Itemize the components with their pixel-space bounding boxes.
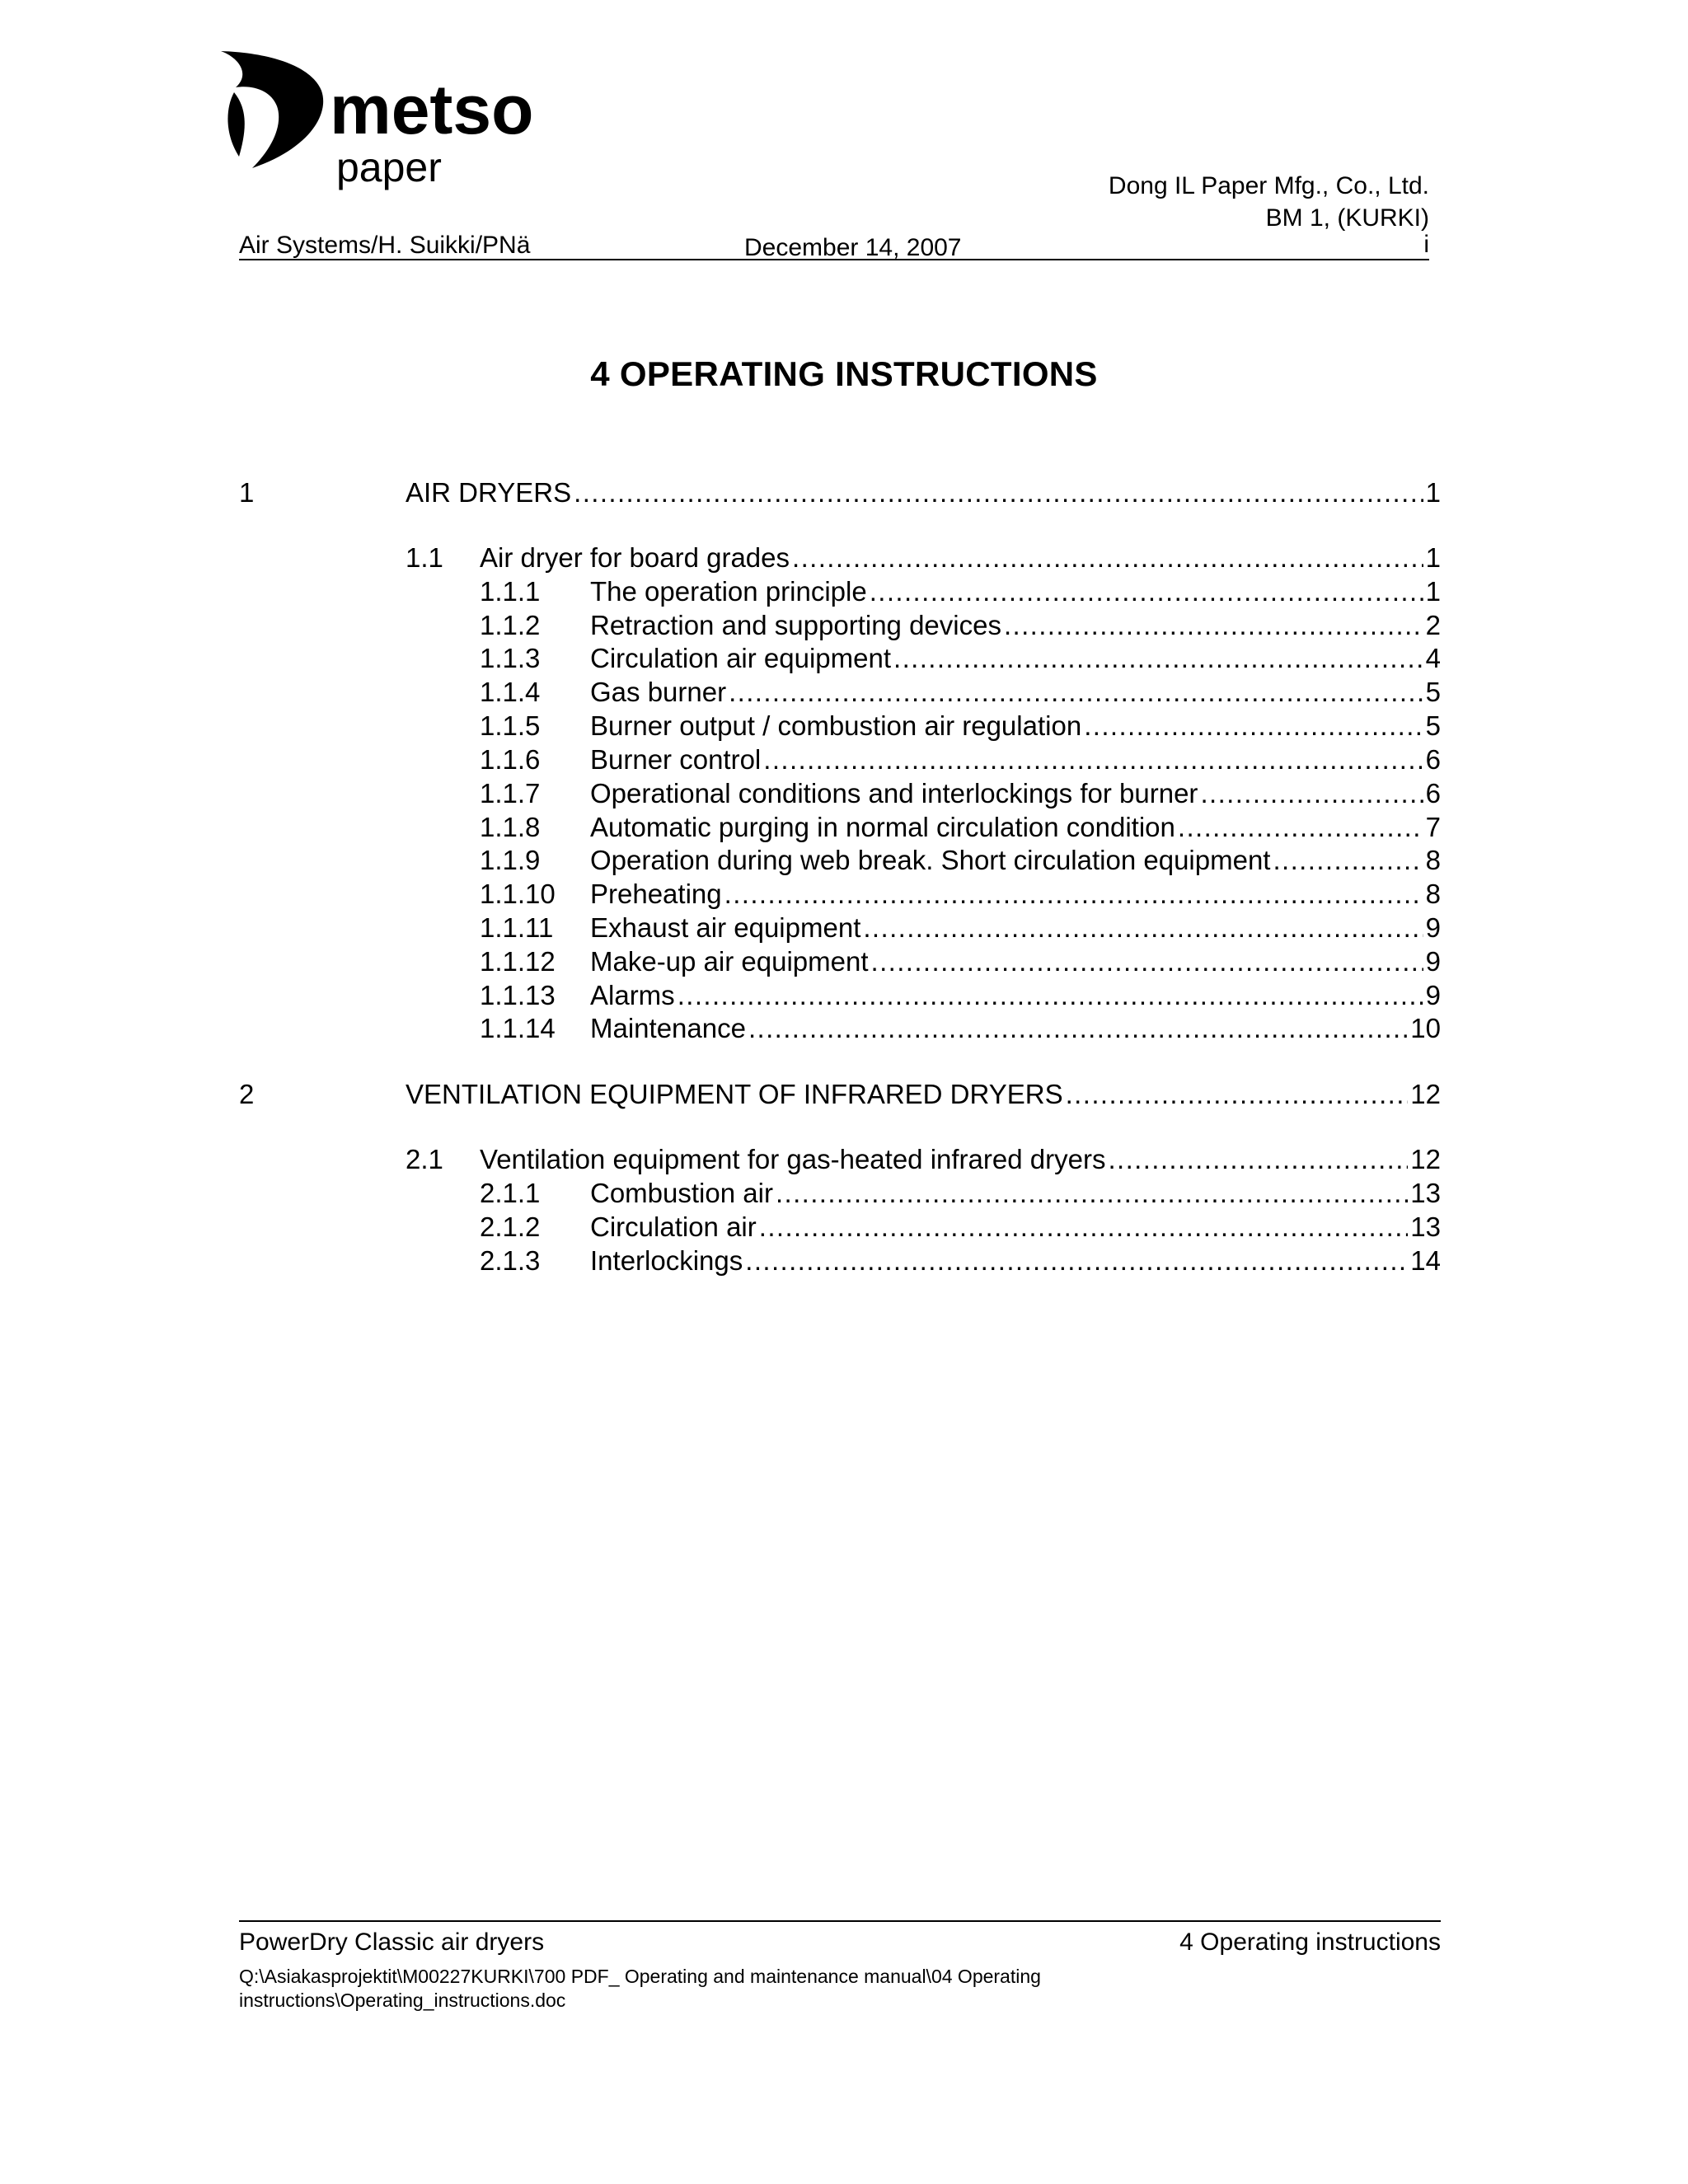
toc-leader-dots — [748, 1011, 1408, 1045]
toc-entry-title: Exhaust air equipment — [590, 912, 861, 943]
toc-entry — [0, 843, 1688, 877]
toc-entry-line — [590, 608, 1441, 642]
toc-entry-page: 12 — [1410, 1079, 1441, 1109]
toc-entry-title: Alarms — [590, 980, 675, 1010]
toc-entry-number: 1.1.13 — [480, 980, 556, 1010]
toc-entry-title: Ventilation equipment for gas-heated infrared dryers — [480, 1144, 1106, 1174]
toc-entry-line — [480, 1142, 1441, 1176]
toc-leader-dots — [678, 978, 1423, 1012]
toc-entry-line — [590, 1011, 1441, 1045]
toc-entry-line — [590, 709, 1441, 743]
toc-entry-title: Retraction and supporting devices — [590, 610, 1001, 640]
toc-entry-page: 6 — [1425, 744, 1441, 775]
toc-entry — [0, 641, 1688, 675]
toc-entry-page: 1 — [1425, 576, 1441, 607]
toc-entry-title: Make-up air equipment — [590, 946, 869, 977]
toc-entry-number: 1.1.14 — [480, 1013, 556, 1043]
toc-leader-dots — [1084, 709, 1423, 743]
toc-entry-line — [590, 1176, 1441, 1210]
toc-entry — [0, 743, 1688, 776]
metso-paper-logo — [221, 51, 551, 195]
toc-entry-title: Maintenance — [590, 1013, 746, 1043]
toc-leader-dots — [574, 476, 1423, 509]
toc-entry-page: 5 — [1425, 710, 1441, 741]
toc-entry-page: 1 — [1425, 542, 1441, 573]
toc-entry-title: The operation principle — [590, 576, 867, 607]
toc-leader-dots — [1066, 1077, 1409, 1111]
toc-entry-page: 6 — [1425, 778, 1441, 808]
toc-entry — [0, 608, 1688, 642]
toc-entry — [0, 1077, 1688, 1111]
toc-entry-page: 13 — [1410, 1212, 1441, 1242]
toc-entry-number: 2 — [239, 1079, 255, 1109]
toc-leader-dots — [1004, 608, 1423, 642]
toc-entry-page: 8 — [1425, 879, 1441, 909]
page-number: i — [1423, 231, 1429, 258]
toc-entry-number: 1.1.12 — [480, 946, 556, 977]
toc-entry-page: 9 — [1425, 946, 1441, 977]
toc-entry-page: 13 — [1410, 1178, 1441, 1208]
toc-entry-title: Circulation air equipment — [590, 643, 892, 673]
toc-entry-line — [590, 944, 1441, 978]
toc-entry-title: Operational conditions and interlockings for burner — [590, 778, 1198, 808]
toc-entry — [0, 574, 1688, 608]
footer-document-name: PowerDry Classic air dryers — [239, 1929, 545, 1956]
toc-entry — [0, 709, 1688, 743]
toc-leader-dots — [1108, 1142, 1408, 1176]
toc-entry-title: Preheating — [590, 879, 722, 909]
toc-entry-page: 8 — [1425, 845, 1441, 875]
toc-entry-page: 1 — [1425, 477, 1441, 508]
client-block — [1109, 170, 1429, 234]
toc-entry-number: 1.1.6 — [480, 744, 541, 775]
toc-entry-page: 12 — [1410, 1144, 1441, 1174]
toc-entry-number: 1.1 — [406, 542, 443, 573]
toc-entry-line — [590, 843, 1441, 877]
document-date: December 14, 2007 — [744, 234, 962, 261]
toc-entry-number: 1.1.7 — [480, 778, 541, 808]
toc-entry — [0, 978, 1688, 1012]
toc-entry — [0, 1244, 1688, 1277]
toc-entry-title: Burner output / combustion air regulation — [590, 710, 1082, 741]
toc-entry — [0, 1210, 1688, 1244]
toc-entry — [0, 944, 1688, 978]
footer-file-path: Q:\Asiakasprojektit\M00227KURKI\700 PDF_ Operating and maintenance manual\04 Operating instructions\Operating_instructions.doc — [239, 1966, 1041, 2011]
footer-section-name: 4 Operating instructions — [1179, 1929, 1441, 1956]
toc-entry-page: 2 — [1425, 610, 1441, 640]
toc-entry-number: 2.1.2 — [480, 1212, 541, 1242]
toc-entry-number: 1.1.4 — [480, 677, 541, 707]
toc-entry-title: Air dryer for board grades — [480, 542, 790, 573]
toc-entry-line — [590, 675, 1441, 709]
toc-leader-dots — [870, 574, 1423, 608]
toc-entry-number: 1.1.10 — [480, 879, 556, 909]
toc-entry-page: 9 — [1425, 980, 1441, 1010]
toc-entry-title: Automatic purging in normal circulation condition — [590, 812, 1175, 842]
toc-entry-page: 14 — [1410, 1245, 1441, 1276]
toc-entry — [0, 776, 1688, 810]
toc-entry-page: 10 — [1410, 1013, 1441, 1043]
toc-entry — [0, 1176, 1688, 1210]
toc-entry-number: 1 — [239, 477, 255, 508]
toc-entry-page: 7 — [1425, 812, 1441, 842]
toc-entry-number: 2.1.1 — [480, 1178, 541, 1208]
author-line: Air Systems/H. Suikki/PNä — [239, 232, 531, 259]
toc-entry-line — [480, 541, 1441, 574]
toc-entry-line — [590, 877, 1441, 911]
toc-entry-number: 1.1.8 — [480, 812, 541, 842]
toc-entry-number: 1.1.3 — [480, 643, 541, 673]
toc-entry — [0, 675, 1688, 709]
toc-entry-line — [406, 476, 1441, 509]
toc-entry-line — [590, 978, 1441, 1012]
header-divider — [239, 259, 1429, 260]
toc-entry-title: Operation during web break. Short circulation equipment — [590, 845, 1271, 875]
toc-entry — [0, 541, 1688, 574]
toc-entry — [0, 1011, 1688, 1045]
logo-division: paper — [336, 144, 442, 190]
toc-entry-title: Burner control — [590, 744, 762, 775]
toc-leader-dots — [776, 1176, 1408, 1210]
toc-leader-dots — [763, 743, 1423, 776]
footer-divider — [239, 1920, 1441, 1922]
toc-entry-line — [590, 574, 1441, 608]
toc-entry-page: 9 — [1425, 912, 1441, 943]
toc-entry-page: 5 — [1425, 677, 1441, 707]
machine-name: BM 1, (KURKI) — [1265, 204, 1429, 232]
toc-entry — [0, 911, 1688, 944]
toc-entry-title: AIR DRYERS — [406, 477, 572, 508]
toc-leader-dots — [1200, 776, 1423, 810]
toc-entry-line — [590, 641, 1441, 675]
toc-entry-page: 4 — [1425, 643, 1441, 673]
toc-entry — [0, 810, 1688, 844]
page-title: 4 OPERATING INSTRUCTIONS — [590, 354, 1098, 393]
toc-entry-number: 1.1.2 — [480, 610, 541, 640]
toc-entry-line — [590, 1210, 1441, 1244]
toc-leader-dots — [729, 675, 1423, 709]
toc-leader-dots — [745, 1244, 1408, 1277]
toc-leader-dots — [863, 911, 1423, 944]
toc-leader-dots — [871, 944, 1423, 978]
toc-entry-number: 1.1.5 — [480, 710, 541, 741]
toc-entry-title: Combustion air — [590, 1178, 773, 1208]
toc-entry — [0, 476, 1688, 509]
toc-entry-line — [590, 911, 1441, 944]
toc-entry-number: 1.1.11 — [480, 912, 554, 943]
toc-entry-line — [590, 810, 1441, 844]
toc-entry — [0, 877, 1688, 911]
toc-entry-title: Circulation air — [590, 1212, 757, 1242]
client-name: Dong IL Paper Mfg., Co., Ltd. — [1108, 172, 1429, 199]
toc-entry-line — [590, 1244, 1441, 1277]
toc-entry-title: VENTILATION EQUIPMENT OF INFRARED DRYERS — [406, 1079, 1063, 1109]
toc-leader-dots — [724, 877, 1423, 911]
toc-entry-number: 2.1 — [406, 1144, 443, 1174]
toc-entry-number: 1.1.1 — [480, 576, 541, 607]
toc-entry-title: Gas burner — [590, 677, 727, 707]
toc-entry — [0, 1142, 1688, 1176]
toc-entry-line — [590, 743, 1441, 776]
toc-entry-line — [406, 1077, 1441, 1111]
toc-entry-number: 1.1.9 — [480, 845, 541, 875]
toc-entry-title: Interlockings — [590, 1245, 743, 1276]
toc-entry-number: 2.1.3 — [480, 1245, 541, 1276]
logo-wordmark: metso — [330, 71, 534, 148]
toc-leader-dots — [792, 541, 1423, 574]
toc-leader-dots — [759, 1210, 1409, 1244]
toc-leader-dots — [1273, 843, 1423, 877]
toc-leader-dots — [1178, 810, 1423, 844]
toc-leader-dots — [893, 641, 1423, 675]
toc-entry-line — [590, 776, 1441, 810]
